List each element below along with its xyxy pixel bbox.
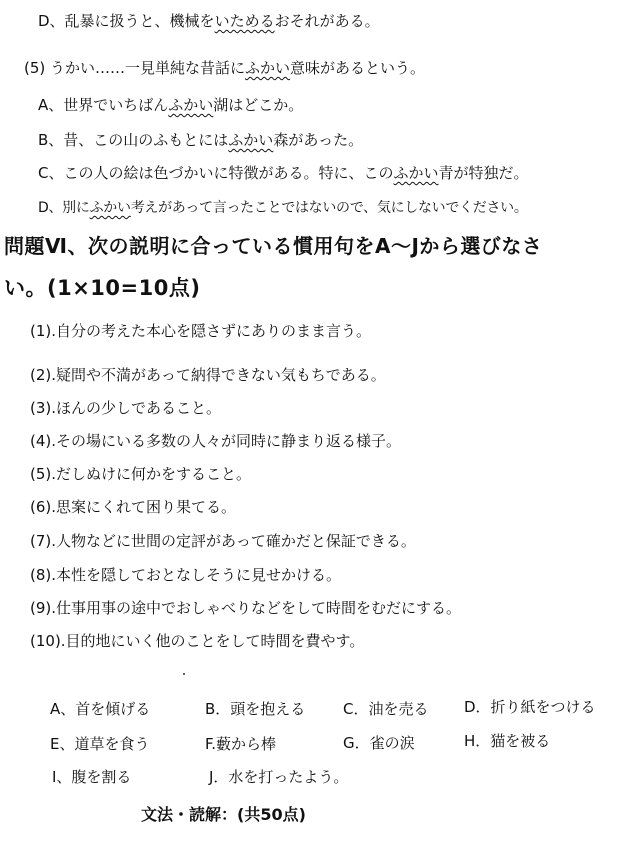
question-text: (5) うかい……一見単純な昔話に [24, 59, 246, 77]
option-text: おそれがある。 [274, 12, 380, 30]
answer-option-b: B．頭を抱える [205, 700, 306, 718]
option-text: 青が特独だ。 [438, 164, 529, 182]
answer-option-e: E、道草を食う [50, 735, 150, 753]
stray-dot [183, 673, 185, 675]
q5-option-d [38, 198, 528, 218]
answer-option-d: D．折り紙をつける [464, 698, 596, 716]
item-5: (5).だしぬけに何かをすること。 [30, 465, 252, 483]
option-text: 考えがあって言ったことではないので、気にしないでください。 [130, 200, 528, 216]
item-6: (6).思案にくれて困り果てる。 [30, 498, 237, 516]
section-6-heading-line2: い。(1×10=10点) [4, 276, 201, 300]
underlined-word: ふかい [89, 200, 131, 216]
option-text: 湖はどこか。 [213, 96, 304, 114]
underlined-word: ふかい [393, 164, 439, 182]
underlined-word: いためる [214, 12, 275, 30]
item-2: (2).疑問や不満があって納得できない気もちである。 [30, 366, 386, 384]
underlined-word: ふかい [245, 59, 291, 77]
answer-option-g: G．雀の涙 [343, 734, 415, 752]
section-6-heading-line1: 問題Ⅵ、次の説明に合っている慣用句をA～Jから選びなさ [4, 234, 543, 258]
q5-option-b [38, 130, 363, 150]
item-10: (10).目的地にいく他のことをして時間を費やす。 [30, 632, 365, 650]
option-d-previous [38, 11, 380, 31]
item-1: (1).自分の考えた本心を隠さずにありのまま言う。 [30, 322, 372, 340]
item-3: (3).ほんの少しであること。 [30, 399, 222, 417]
option-text: A、世界でいちばん [38, 96, 169, 114]
option-text: 森があった。 [273, 131, 364, 149]
item-8: (8).本性を隠しておとなしそうに見せかける。 [30, 566, 342, 584]
answer-option-i: I、腹を割る [52, 768, 132, 786]
answer-option-h: H．猫を被る [464, 732, 551, 750]
item-9: (9).仕事用事の途中でおしゃべりなどをして時間をむだにする。 [30, 599, 462, 617]
option-text: C、この人の絵は色づかいに特徴がある。特に、この [38, 164, 394, 182]
option-text: B、昔、この山のふもとには [38, 131, 229, 149]
answer-option-a: A、首を傾げる [50, 700, 151, 718]
question-text: 意味があるという。 [290, 59, 426, 77]
item-4: (4).その場にいる多数の人々が同時に静まり返る様子。 [30, 432, 402, 450]
q5-option-c [38, 163, 529, 183]
answer-option-c: C．油を売る [343, 700, 429, 718]
question-5 [24, 58, 425, 78]
underlined-word: ふかい [228, 131, 274, 149]
answer-option-f: F.藪から棒 [205, 735, 276, 753]
q5-option-a [38, 95, 303, 115]
option-text: D、別に [38, 200, 90, 216]
answer-option-j: J．水を打ったよう。 [209, 768, 349, 786]
option-text: D、乱暴に扱うと、機械を [38, 12, 215, 30]
section-footer-title: 文法・読解：(共50点) [141, 805, 306, 824]
underlined-word: ふかい [168, 96, 214, 114]
item-7: (7).人物などに世間の定評があって確かだと保証できる。 [30, 532, 416, 550]
